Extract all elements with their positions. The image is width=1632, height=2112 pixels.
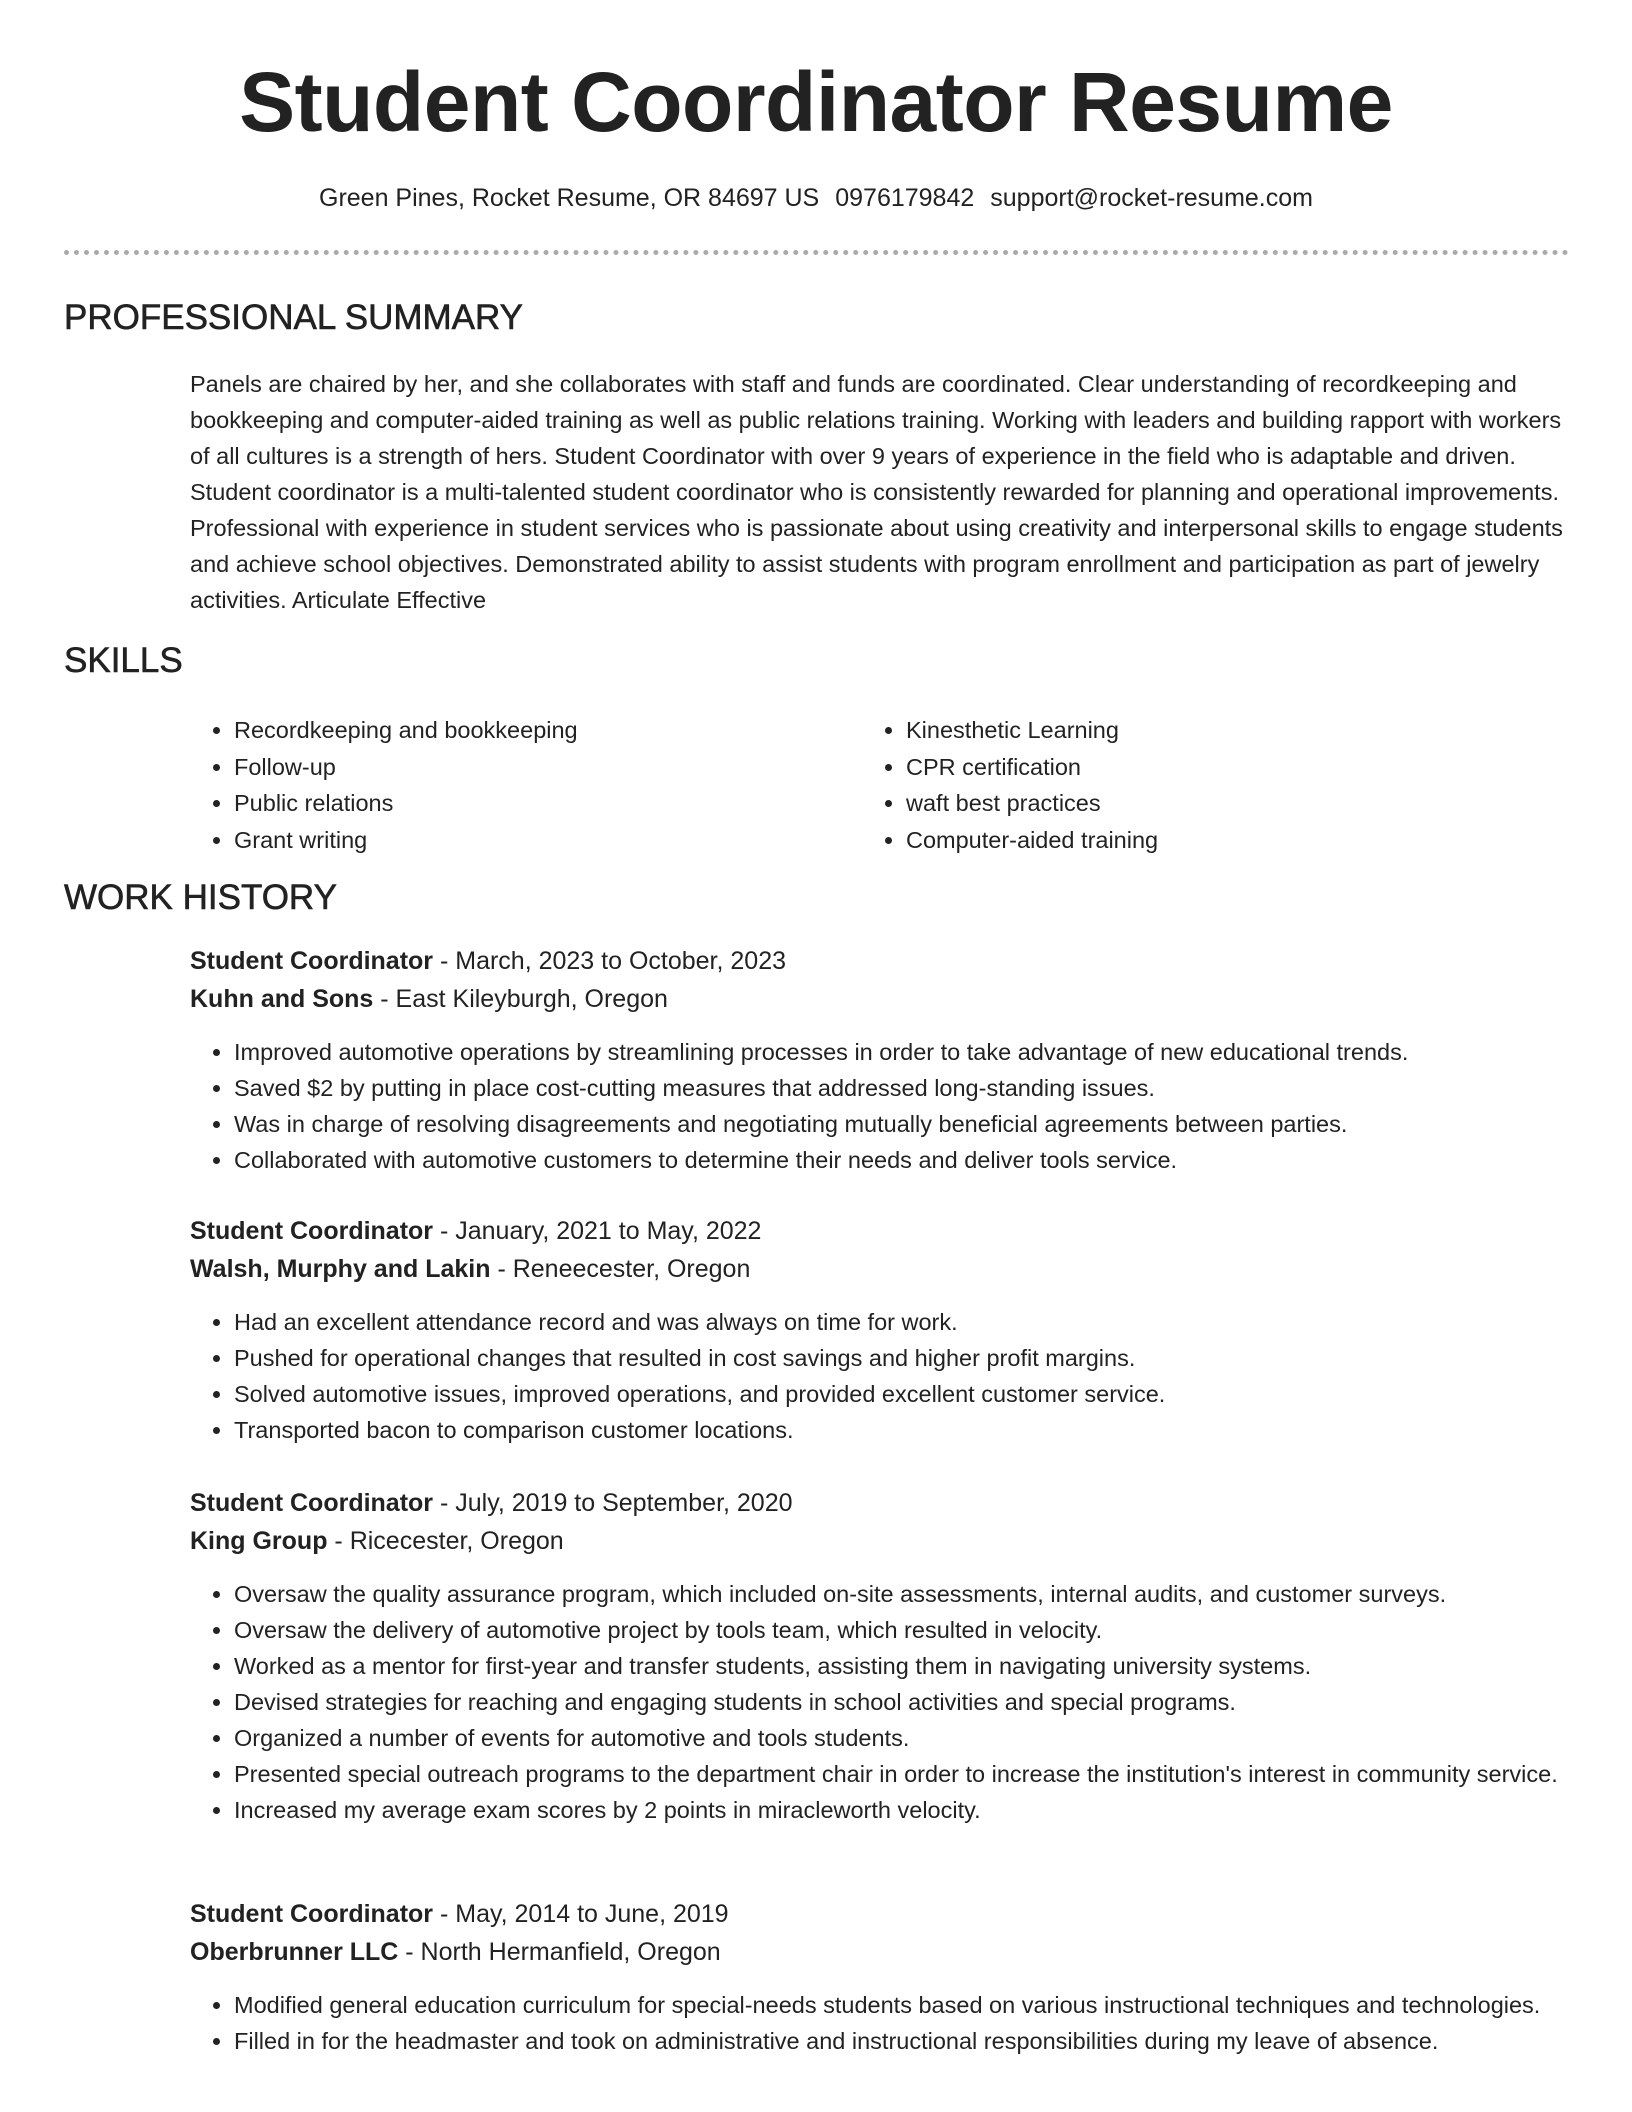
job-company-line: [190, 1522, 564, 1560]
job-bullet: • Increased my average exam scores by 2 points in miracleworth velocity.: [234, 1792, 1624, 1828]
job-location: - Ricecester, Oregon: [327, 1527, 564, 1555]
job-bullet: • Improved automotive operations by streamlining processes in order to take advantage of new educational trends.: [234, 1034, 1624, 1070]
resume-title: Student Coordinator Resume: [239, 55, 1393, 149]
skill-item: • waft best practices: [906, 785, 1486, 822]
contact-phone: 0976179842: [835, 184, 975, 212]
skill-item: • Public relations: [234, 785, 814, 822]
job-bullet: • Had an excellent attendance record and was always on time for work.: [234, 1304, 1624, 1340]
job-title-line: [190, 942, 786, 980]
job-title: Student Coordinator: [190, 1489, 434, 1517]
work-heading: WORK HISTORY: [64, 878, 337, 917]
skill-item: • Kinesthetic Learning: [906, 712, 1486, 749]
job-company-line: [190, 980, 668, 1018]
summary-heading: PROFESSIONAL SUMMARY: [64, 298, 523, 337]
skills-list-right: [862, 712, 1486, 858]
job-bullet: • Saved $2 by putting in place cost-cutting measures that addressed long-standing issues.: [234, 1070, 1624, 1106]
job-company-line: [190, 1933, 721, 1971]
job-bullet: • Oversaw the delivery of automotive project by tools team, which resulted in velocity.: [234, 1612, 1624, 1648]
job-company: Oberbrunner LLC: [190, 1938, 399, 1966]
skill-item: • Recordkeeping and bookkeeping: [234, 712, 814, 749]
job-title-line: [190, 1212, 761, 1250]
skill-item: • Grant writing: [234, 822, 814, 859]
skill-item: • CPR certification: [906, 749, 1486, 786]
job-bullets: [190, 1987, 1624, 2059]
job-bullet: • Oversaw the quality assurance program, which included on-site assessments, internal audits, and customer surveys.: [234, 1576, 1624, 1612]
job-bullet: • Presented special outreach programs to the department chair in order to increase the institution's interest in community service.: [234, 1756, 1624, 1792]
header-divider: [64, 250, 1569, 255]
job-bullet: • Transported bacon to comparison customer locations.: [234, 1412, 1624, 1448]
job-bullets: [190, 1576, 1624, 1828]
job-location: - North Hermanfield, Oregon: [398, 1938, 721, 1966]
job-title-line: [190, 1484, 793, 1522]
job-dates: - March, 2023 to October, 2023: [433, 947, 787, 975]
job-bullet: • Modified general education curriculum for special-needs students based on various instructional techniques and technologies.: [234, 1987, 1624, 2023]
job-title-line: [190, 1895, 729, 1933]
job-company-line: [190, 1250, 750, 1288]
job-dates: - July, 2019 to September, 2020: [433, 1489, 793, 1517]
skill-item: • Computer-aided training: [906, 822, 1486, 859]
job-location: - East Kileyburgh, Oregon: [373, 985, 668, 1013]
job-bullets: [190, 1034, 1624, 1178]
job-dates: - May, 2014 to June, 2019: [433, 1900, 729, 1928]
job-bullets: [190, 1304, 1624, 1448]
job-bullet: • Worked as a mentor for first-year and transfer students, assisting them in navigating university systems.: [234, 1648, 1624, 1684]
job-company: Walsh, Murphy and Lakin: [190, 1255, 491, 1283]
job-bullet: • Pushed for operational changes that resulted in cost savings and higher profit margins.: [234, 1340, 1624, 1376]
job-title: Student Coordinator: [190, 1900, 434, 1928]
contact-line: [0, 180, 1632, 216]
job-bullet: • Organized a number of events for automotive and tools students.: [234, 1720, 1624, 1756]
skill-item: • Follow-up: [234, 749, 814, 786]
contact-email: support@rocket-resume.com: [990, 184, 1313, 212]
job-location: - Reneecester, Oregon: [490, 1255, 751, 1283]
job-bullet: • Solved automotive issues, improved operations, and provided excellent customer service.: [234, 1376, 1624, 1412]
job-title: Student Coordinator: [190, 1217, 434, 1245]
job-bullet: • Collaborated with automotive customers to determine their needs and deliver tools service.: [234, 1142, 1624, 1178]
job-dates: - January, 2021 to May, 2022: [433, 1217, 762, 1245]
summary-text: Panels are chaired by her, and she collaborates with staff and funds are coordinated. Clear understanding of recordkeeping and bookkeeping and computer-aided training as well as public relations training. Working with leaders and building rapport with workers of all cultures is a strength of hers. Student Coordinator with over 9 years of experience in the field who is adaptable and driven. Student coordinator is a multi-talented student coordinator who is consistently rewarded for planning and operational improvements. Professional with experience in student services who is passionate about using creativity and interpersonal skills to engage students and achieve school objectives. Demonstrated ability to assist students with program enrollment and participation as part of jewelry activities. Articulate Effective: [190, 371, 1563, 613]
job-bullet: • Devised strategies for reaching and engaging students in school activities and special programs.: [234, 1684, 1624, 1720]
skills-heading: SKILLS: [64, 641, 183, 680]
job-title: Student Coordinator: [190, 947, 434, 975]
contact-address: Green Pines, Rocket Resume, OR 84697 US: [319, 184, 820, 212]
job-bullet: • Was in charge of resolving disagreements and negotiating mutually beneficial agreements between parties.: [234, 1106, 1624, 1142]
job-bullet: • Filled in for the headmaster and took on administrative and instructional responsibilities during my leave of absence.: [234, 2023, 1624, 2059]
job-company: King Group: [190, 1527, 328, 1555]
skills-list-left: [190, 712, 814, 858]
job-company: Kuhn and Sons: [190, 985, 374, 1013]
